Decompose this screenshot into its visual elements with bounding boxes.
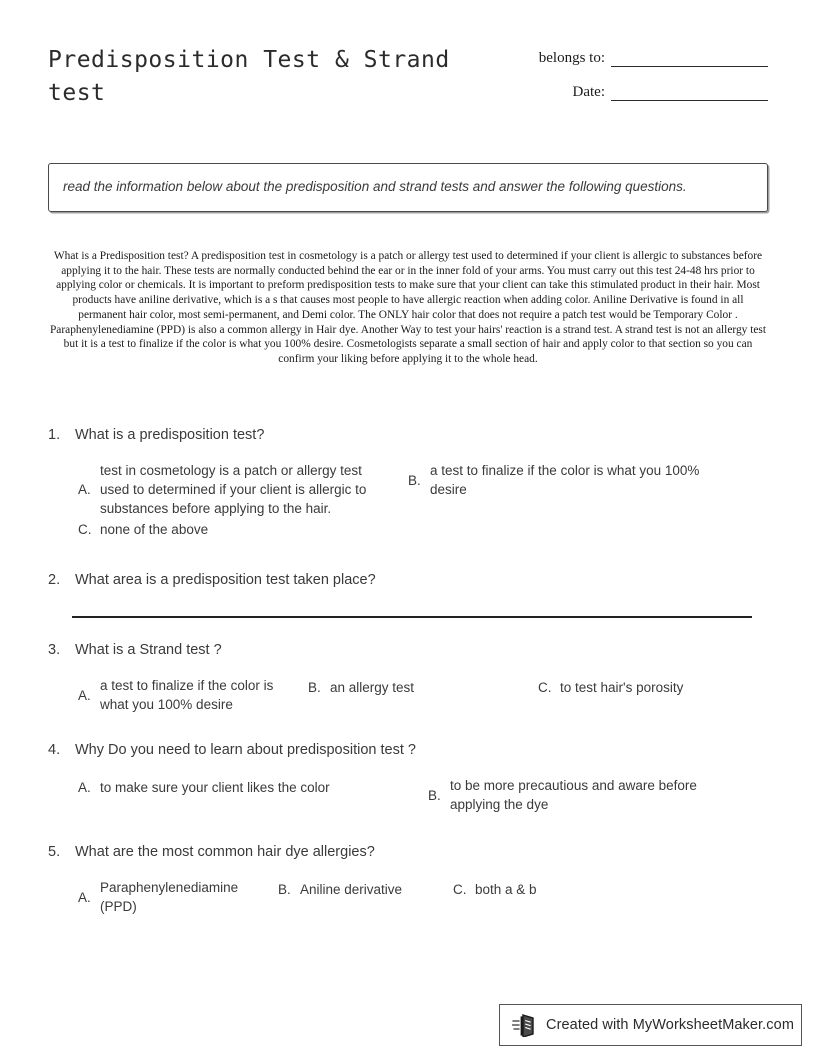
option-text: test in cosmetology is a patch or allergy test used to determined if your client is allergic to substances before applying to the hair. xyxy=(100,463,367,516)
question-block xyxy=(48,425,768,540)
answer-option[interactable] xyxy=(78,518,408,540)
instruction-box xyxy=(48,163,768,212)
question-text: What area is a predisposition test taken place? xyxy=(75,572,376,588)
belongs-to-input-line[interactable] xyxy=(611,51,768,67)
option-text: a test to finalize if the color is what you 100% desire xyxy=(430,463,700,497)
option-letter: A. xyxy=(78,687,91,703)
answer-option[interactable] xyxy=(408,461,728,499)
question-text: What is a Strand test ? xyxy=(75,642,222,658)
question-heading xyxy=(48,640,768,660)
question-number: 1. xyxy=(48,427,61,443)
question-number: 4. xyxy=(48,742,61,758)
option-letter: C. xyxy=(78,521,92,537)
option-text: a test to finalize if the color is what you 100% desire xyxy=(100,678,274,712)
options-group xyxy=(48,878,768,916)
question-block xyxy=(48,570,768,618)
question-block xyxy=(48,640,768,714)
option-letter: A. xyxy=(78,889,91,905)
option-letter: C. xyxy=(453,881,467,897)
question-heading xyxy=(48,842,768,862)
badge-label: Created with MyWorksheetMaker.com xyxy=(546,1017,795,1033)
option-letter: A. xyxy=(78,482,91,497)
answer-option[interactable] xyxy=(453,878,633,900)
instruction-text: read the information below about the predisposition and strand tests and answer the following questions. xyxy=(63,179,687,194)
option-letter: B. xyxy=(308,679,321,695)
option-text: to be more precautious and aware before applying the dye xyxy=(450,778,697,812)
answer-option[interactable] xyxy=(78,878,278,916)
belongs-to-row xyxy=(510,50,768,67)
created-with-badge[interactable] xyxy=(499,1004,802,1046)
reading-passage: What is a Predisposition test? A predisposition test in cosmetology is a patch or allergy test used to determined if your client is allergic to substances before applying it to the hair. These tests are normally conducted behind the ear or in the inner fold of your arms. You must carry out this test 24-48 hrs prior to applying color or chemicals. It is important to preform predisposition tests to make sure that your client can take this stimulated product in their hair. Most products have aniline derivative, which is a s that causes most people to have allergic reaction when adding color. Aniline Derivative is found in all permanent hair color, most semi-permanent, and Demi color. The ONLY hair color that does not require a patch test would be Temporary Color . Paraphenylenediamine (PPD) is also a common allergy in Hair dye. Another Way to test your hairs' reaction is a strand test. A strand test is not an allergy test but it is a test to finalize if the color is what you 100% desire. Cosmetologists separate a small section of hair and apply color to that section so you can confirm your liking before applying it to the whole head. xyxy=(49,250,767,365)
option-letter: C. xyxy=(538,679,552,695)
question-heading xyxy=(48,570,768,590)
questions-list xyxy=(48,425,768,916)
question-number: 3. xyxy=(48,642,61,658)
answer-option[interactable] xyxy=(428,776,748,814)
answer-option[interactable] xyxy=(278,878,453,900)
worksheet-page-icon xyxy=(512,1013,538,1037)
answer-option[interactable] xyxy=(538,676,768,698)
date-label: Date: xyxy=(572,84,605,100)
answer-option[interactable] xyxy=(78,776,428,798)
date-row xyxy=(510,84,768,101)
option-letter: A. xyxy=(78,779,91,795)
options-group xyxy=(48,461,768,540)
question-block xyxy=(48,740,768,814)
question-number: 2. xyxy=(48,572,61,588)
page-title: Predisposition Test & Strand test xyxy=(48,47,450,106)
question-number: 5. xyxy=(48,844,61,860)
option-text: Paraphenylenediamine (PPD) xyxy=(100,880,239,914)
question-text: What are the most common hair dye allergies? xyxy=(75,844,375,860)
options-group xyxy=(48,776,768,814)
answer-option[interactable] xyxy=(308,676,538,698)
option-text: Aniline derivative xyxy=(300,881,403,897)
option-letter: B. xyxy=(278,881,291,897)
question-block xyxy=(48,842,768,916)
answer-option[interactable] xyxy=(78,461,408,518)
options-group xyxy=(48,676,768,714)
answer-line[interactable] xyxy=(72,616,752,618)
option-letter: B. xyxy=(428,787,441,803)
option-text: an allergy test xyxy=(330,679,415,695)
belongs-to-label: belongs to: xyxy=(538,50,605,66)
question-heading xyxy=(48,740,768,760)
question-text: Why Do you need to learn about predisposition test ? xyxy=(75,742,416,758)
worksheet-header xyxy=(48,44,768,134)
option-text: to test hair's porosity xyxy=(560,679,684,695)
question-text: What is a predisposition test? xyxy=(75,427,265,443)
option-text: to make sure your client likes the color xyxy=(100,779,330,795)
answer-option[interactable] xyxy=(78,676,308,714)
option-text: none of the above xyxy=(100,521,209,537)
option-text: both a & b xyxy=(475,881,537,897)
date-input-line[interactable] xyxy=(611,85,768,101)
option-letter: B. xyxy=(408,472,421,488)
header-meta-fields xyxy=(510,50,768,118)
question-heading xyxy=(48,425,768,445)
